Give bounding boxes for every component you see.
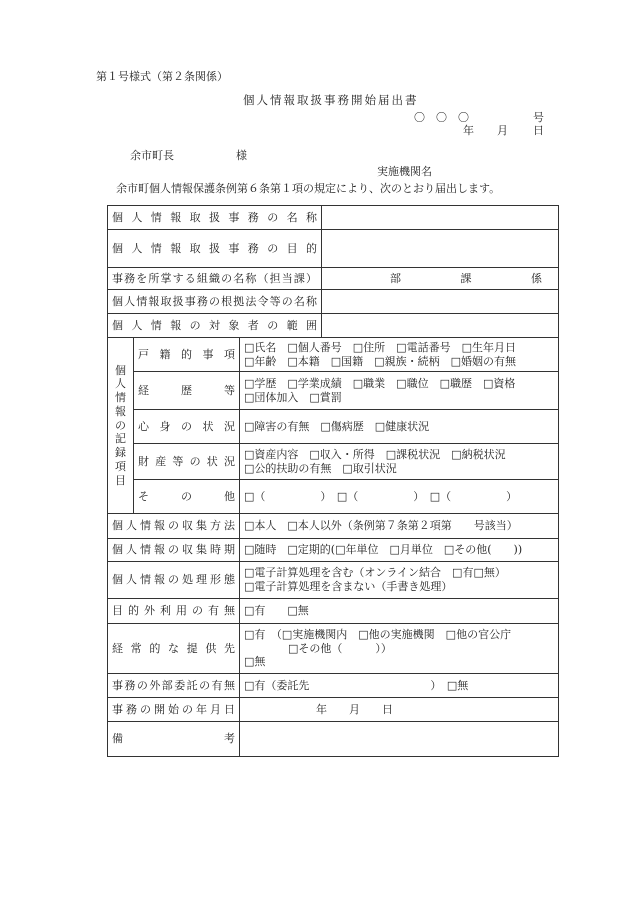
row-outsource [108, 674, 559, 698]
statement-text: 余市町個人情報保護条例第６条第１項の規定により、次のとおり届出します。 [116, 182, 501, 195]
org-kakari-label: 係 [531, 271, 543, 285]
assets-label: 財産等の状況 [134, 444, 240, 480]
form-number: 第１号様式（第２条関係） [96, 70, 228, 83]
body-condition-label: 心身の状況 [134, 410, 240, 444]
outsource-options[interactable]: □有（委託先 ） □無 [240, 674, 559, 698]
agency-label: 実施機関名 [377, 165, 432, 178]
row-office-purpose [108, 230, 559, 268]
date-day: 日 [533, 124, 544, 137]
row-legal-basis [108, 290, 559, 314]
outsource-label: 事務の外部委託の有無 [108, 674, 240, 698]
subject-scope-field[interactable] [322, 314, 559, 338]
koseki-label: 戸籍的事項 [134, 338, 240, 372]
start-date-field[interactable]: 年 月 日 [240, 698, 559, 722]
legal-basis-label: 個人情報取扱事務の根拠法令等の名称 [108, 290, 322, 314]
date-year: 年 [463, 124, 474, 137]
career-options[interactable]: □学歴 □学業成績 □職業 □職位 □職歴 □資格 □団体加入 □賞罰 [240, 372, 559, 410]
document-number-marks: 〇 〇 〇 [414, 111, 469, 124]
row-office-name [108, 206, 559, 230]
document-number-suffix: 号 [533, 111, 544, 124]
outside-use-options[interactable]: □有 □無 [240, 599, 559, 624]
org-bu-label: 部 [390, 271, 402, 285]
other-label: その他 [134, 480, 240, 514]
office-name-field[interactable] [322, 206, 559, 230]
row-other [108, 480, 559, 514]
form-title: 個人情報取扱事務開始届出書 [243, 93, 419, 107]
notification-form-table [107, 205, 559, 757]
organization-label: 事務を所掌する組織の名称（担当課） [108, 268, 322, 290]
subject-scope-label: 個人情報の対象者の範囲 [108, 314, 322, 338]
date-month: 月 [497, 124, 508, 137]
row-collect-method [108, 514, 559, 539]
recipient-name: 余市町長 [130, 149, 174, 162]
collect-method-label: 個人情報の収集方法 [108, 514, 240, 539]
row-start-date [108, 698, 559, 722]
process-form-options[interactable]: □電子計算処理を含む（オンライン結合 □有□無） □電子計算処理を含まない（手書き処理） [240, 562, 559, 599]
legal-basis-field[interactable] [322, 290, 559, 314]
row-collect-time [108, 539, 559, 562]
other-options[interactable]: □（ ） □（ ） □（ ） [240, 480, 559, 514]
collect-method-options[interactable]: □本人 □本人以外（条例第７条第２項第 号該当） [240, 514, 559, 539]
collect-time-label: 個人情報の収集時期 [108, 539, 240, 562]
career-label: 経歴等 [134, 372, 240, 410]
office-name-label: 個人情報取扱事務の名称 [108, 206, 322, 230]
outside-use-label: 目的外利用の有無 [108, 599, 240, 624]
provide-to-options[interactable]: □有 （□実施機関内 □他の実施機関 □他の官公庁 □その他（ ）） □無 [240, 624, 559, 674]
row-assets [108, 444, 559, 480]
process-form-label: 個人情報の処理形態 [108, 562, 240, 599]
provide-to-label: 経常的な提供先 [108, 624, 240, 674]
remarks-label: 備考 [108, 722, 240, 757]
row-remarks [108, 722, 559, 757]
assets-options[interactable]: □資産内容 □収入・所得 □課税状況 □納税状況 □公的扶助の有無 □取引状況 [240, 444, 559, 480]
row-body-condition [108, 410, 559, 444]
organization-field[interactable] [322, 268, 559, 290]
remarks-field[interactable] [240, 722, 559, 757]
koseki-options[interactable]: □氏名 □個人番号 □住所 □電話番号 □生年月日 □年齢 □本籍 □国籍 □親族・続柄 □婚姻の有無 [240, 338, 559, 372]
start-date-label: 事務の開始の年月日 [108, 698, 240, 722]
office-purpose-field[interactable] [322, 230, 559, 268]
row-provide-to [108, 624, 559, 674]
row-koseki [108, 338, 559, 372]
row-organization [108, 268, 559, 290]
record-items-label: 個 人 情 報 の 記 録 項 目 [108, 338, 134, 514]
row-subject-scope [108, 314, 559, 338]
office-purpose-label: 個人情報取扱事務の目的 [108, 230, 322, 268]
org-ka-label: 課 [460, 271, 472, 285]
recipient-honorific: 様 [236, 149, 247, 162]
row-career [108, 372, 559, 410]
row-process-form [108, 562, 559, 599]
body-condition-options[interactable]: □障害の有無 □傷病歴 □健康状況 [240, 410, 559, 444]
collect-time-options[interactable]: □随時 □定期的(□年単位 □月単位 □その他( )) [240, 539, 559, 562]
row-outside-use [108, 599, 559, 624]
